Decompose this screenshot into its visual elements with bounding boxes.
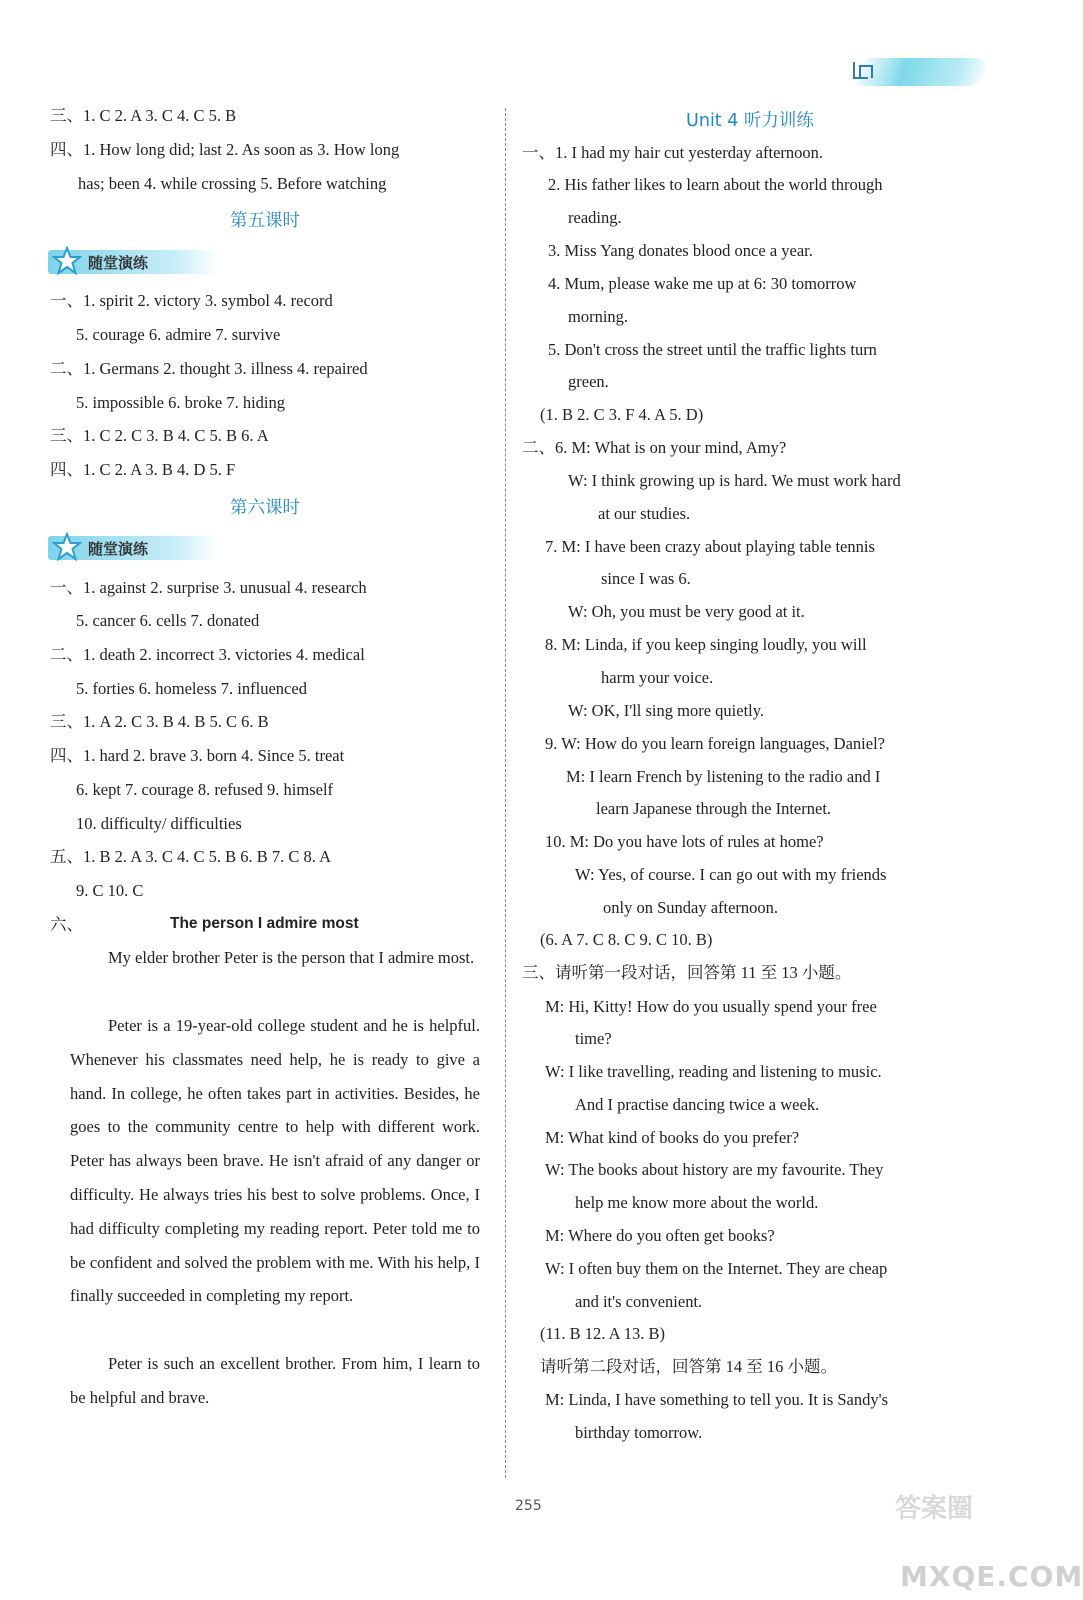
transcript-line: reading. <box>568 208 622 227</box>
transcript-line: 7. M: I have been crazy about playing table tennis <box>545 537 875 556</box>
answer-key: (1. B 2. C 3. F 4. A 5. D) <box>540 405 704 424</box>
dialogue-line: and it's convenient. <box>575 1292 703 1311</box>
dialogue-line: time? <box>575 1029 612 1048</box>
answer-line: 二、1. death 2. incorrect 3. victories 4. medical <box>50 645 365 664</box>
transcript-line: W: Oh, you must be very good at it. <box>568 602 805 621</box>
dialogue-line: M: Where do you often get books? <box>545 1226 775 1245</box>
transcript-line: 8. M: Linda, if you keep singing loudly, you will <box>545 635 867 654</box>
page-number: 255 <box>515 1498 542 1514</box>
dialogue-line: W: The books about history are my favourite. They <box>545 1160 884 1179</box>
section-heading: 三、请听第一段对话，回答第 11 至 13 小题。 <box>522 963 852 982</box>
answer-line: 三、1. C 2. C 3. B 4. C 5. B 6. A <box>50 426 269 445</box>
transcript-line: 4. Mum, please wake me up at 6: 30 tomorrow <box>548 274 857 293</box>
dialogue-line: W: I often buy them on the Internet. They are cheap <box>545 1259 888 1278</box>
band-label: 随堂演练 <box>88 254 149 272</box>
essay-title: The person I admire most <box>170 915 359 932</box>
column-divider <box>505 108 506 1478</box>
answer-line: 四、1. How long did; last 2. As soon as 3. How long <box>50 140 400 159</box>
transcript-line: 10. M: Do you have lots of rules at home? <box>545 832 824 851</box>
answer-key: (11. B 12. A 13. B) <box>540 1324 665 1343</box>
answer-line: 5. impossible 6. broke 7. hiding <box>76 393 285 412</box>
answer-line: 四、1. C 2. A 3. B 4. D 5. F <box>50 460 236 479</box>
lesson-title: 第五课时 <box>230 211 300 231</box>
transcript-line: only on Sunday afternoon. <box>603 898 779 917</box>
transcript-line: green. <box>568 372 609 391</box>
dialogue-line: birthday tomorrow. <box>575 1423 703 1442</box>
transcript-line: harm your voice. <box>601 668 714 687</box>
answer-line: 10. difficulty/ difficulties <box>76 814 242 833</box>
answer-line: has; been 4. while crossing 5. Before watching <box>78 174 387 193</box>
transcript-line: 5. Don't cross the street until the traffic lights turn <box>548 340 877 359</box>
transcript-line: morning. <box>568 307 629 326</box>
transcript-line: 9. W: How do you learn foreign languages, Daniel? <box>545 734 885 753</box>
answer-line: 9. C 10. C <box>76 881 144 900</box>
answer-line: 5. cancer 6. cells 7. donated <box>76 611 260 630</box>
transcript-line: W: OK, I'll sing more quietly. <box>568 701 765 720</box>
section-band <box>48 250 218 274</box>
transcript-line: 3. Miss Yang donates blood once a year. <box>548 241 813 260</box>
watermark-url: MXQE.COM <box>900 1560 1083 1593</box>
dialogue-line: help me know more about the world. <box>575 1193 819 1212</box>
band-label: 随堂演练 <box>88 540 149 558</box>
answer-line: 三、1. A 2. C 3. B 4. B 5. C 6. B <box>50 712 269 731</box>
star-icon <box>52 532 82 562</box>
dialogue-line: M: Hi, Kitty! How do you usually spend your free <box>545 997 877 1016</box>
answer-line: 二、1. Germans 2. thought 3. illness 4. repaired <box>50 359 368 378</box>
answer-line: 一、1. spirit 2. victory 3. symbol 4. record <box>50 291 333 310</box>
book-icon <box>850 58 890 84</box>
transcript-line: W: Yes, of course. I can go out with my friends <box>575 865 887 884</box>
lesson-title: 第六课时 <box>230 498 300 518</box>
transcript-line: 一、1. I had my hair cut yesterday afternoon. <box>522 143 824 162</box>
watermark-logo: 答案圈 <box>895 1494 974 1524</box>
transcript-line: W: I think growing up is hard. We must work hard <box>568 471 901 490</box>
section-label: 六、 <box>50 915 83 934</box>
answer-line: 5. courage 6. admire 7. survive <box>76 325 281 344</box>
dialogue-line: W: I like travelling, reading and listening to music. <box>545 1062 882 1081</box>
transcript-line: since I was 6. <box>601 569 691 588</box>
section-band <box>48 536 218 560</box>
dialogue-line: M: What kind of books do you prefer? <box>545 1128 800 1147</box>
answer-line: 5. forties 6. homeless 7. influenced <box>76 679 307 698</box>
unit-title: Unit 4 听力训练 <box>686 111 814 131</box>
answer-line: 三、1. C 2. A 3. C 4. C 5. B <box>50 106 237 125</box>
answer-line: 四、1. hard 2. brave 3. born 4. Since 5. treat <box>50 746 345 765</box>
answer-key: (6. A 7. C 8. C 9. C 10. B) <box>540 930 713 949</box>
essay-paragraph: My elder brother Peter is the person that I admire most. <box>108 948 475 967</box>
transcript-line: at our studies. <box>598 504 691 523</box>
answer-line: 一、1. against 2. surprise 3. unusual 4. research <box>50 578 367 597</box>
dialogue-line: M: Linda, I have something to tell you. It is Sandy's <box>545 1390 889 1409</box>
answer-line: 五、1. B 2. A 3. C 4. C 5. B 6. B 7. C 8. A <box>50 847 332 866</box>
transcript-line: 2. His father likes to learn about the world through <box>548 175 883 194</box>
star-icon <box>52 246 82 276</box>
dialogue-line: And I practise dancing twice a week. <box>575 1095 820 1114</box>
answer-line: 6. kept 7. courage 8. refused 9. himself <box>76 780 334 799</box>
section-heading: 请听第二段对话，回答第 14 至 16 小题。 <box>540 1357 837 1376</box>
essay-paragraph: Peter is such an excellent brother. From him, I learn to be helpful and brave. <box>70 1354 480 1407</box>
transcript-line: learn Japanese through the Internet. <box>596 799 832 818</box>
transcript-line: M: I learn French by listening to the radio and I <box>566 767 881 786</box>
transcript-line: 二、6. M: What is on your mind, Amy? <box>522 438 787 457</box>
essay-paragraph: Peter is a 19-year-old college student and he is helpful. Whenever his classmates need help, he is ready to give a hand. In college, he often takes part in activities. Besides, he goes to the community centre to help with different work. Peter has always been brave. He isn't afraid of any danger or difficulty. He always tries his best to solve problems. Once, I had difficulty completing my reading report. Peter told me to be confident and solved the problem with me. With his help, I finally succeeded in completing my report. <box>70 1016 480 1306</box>
